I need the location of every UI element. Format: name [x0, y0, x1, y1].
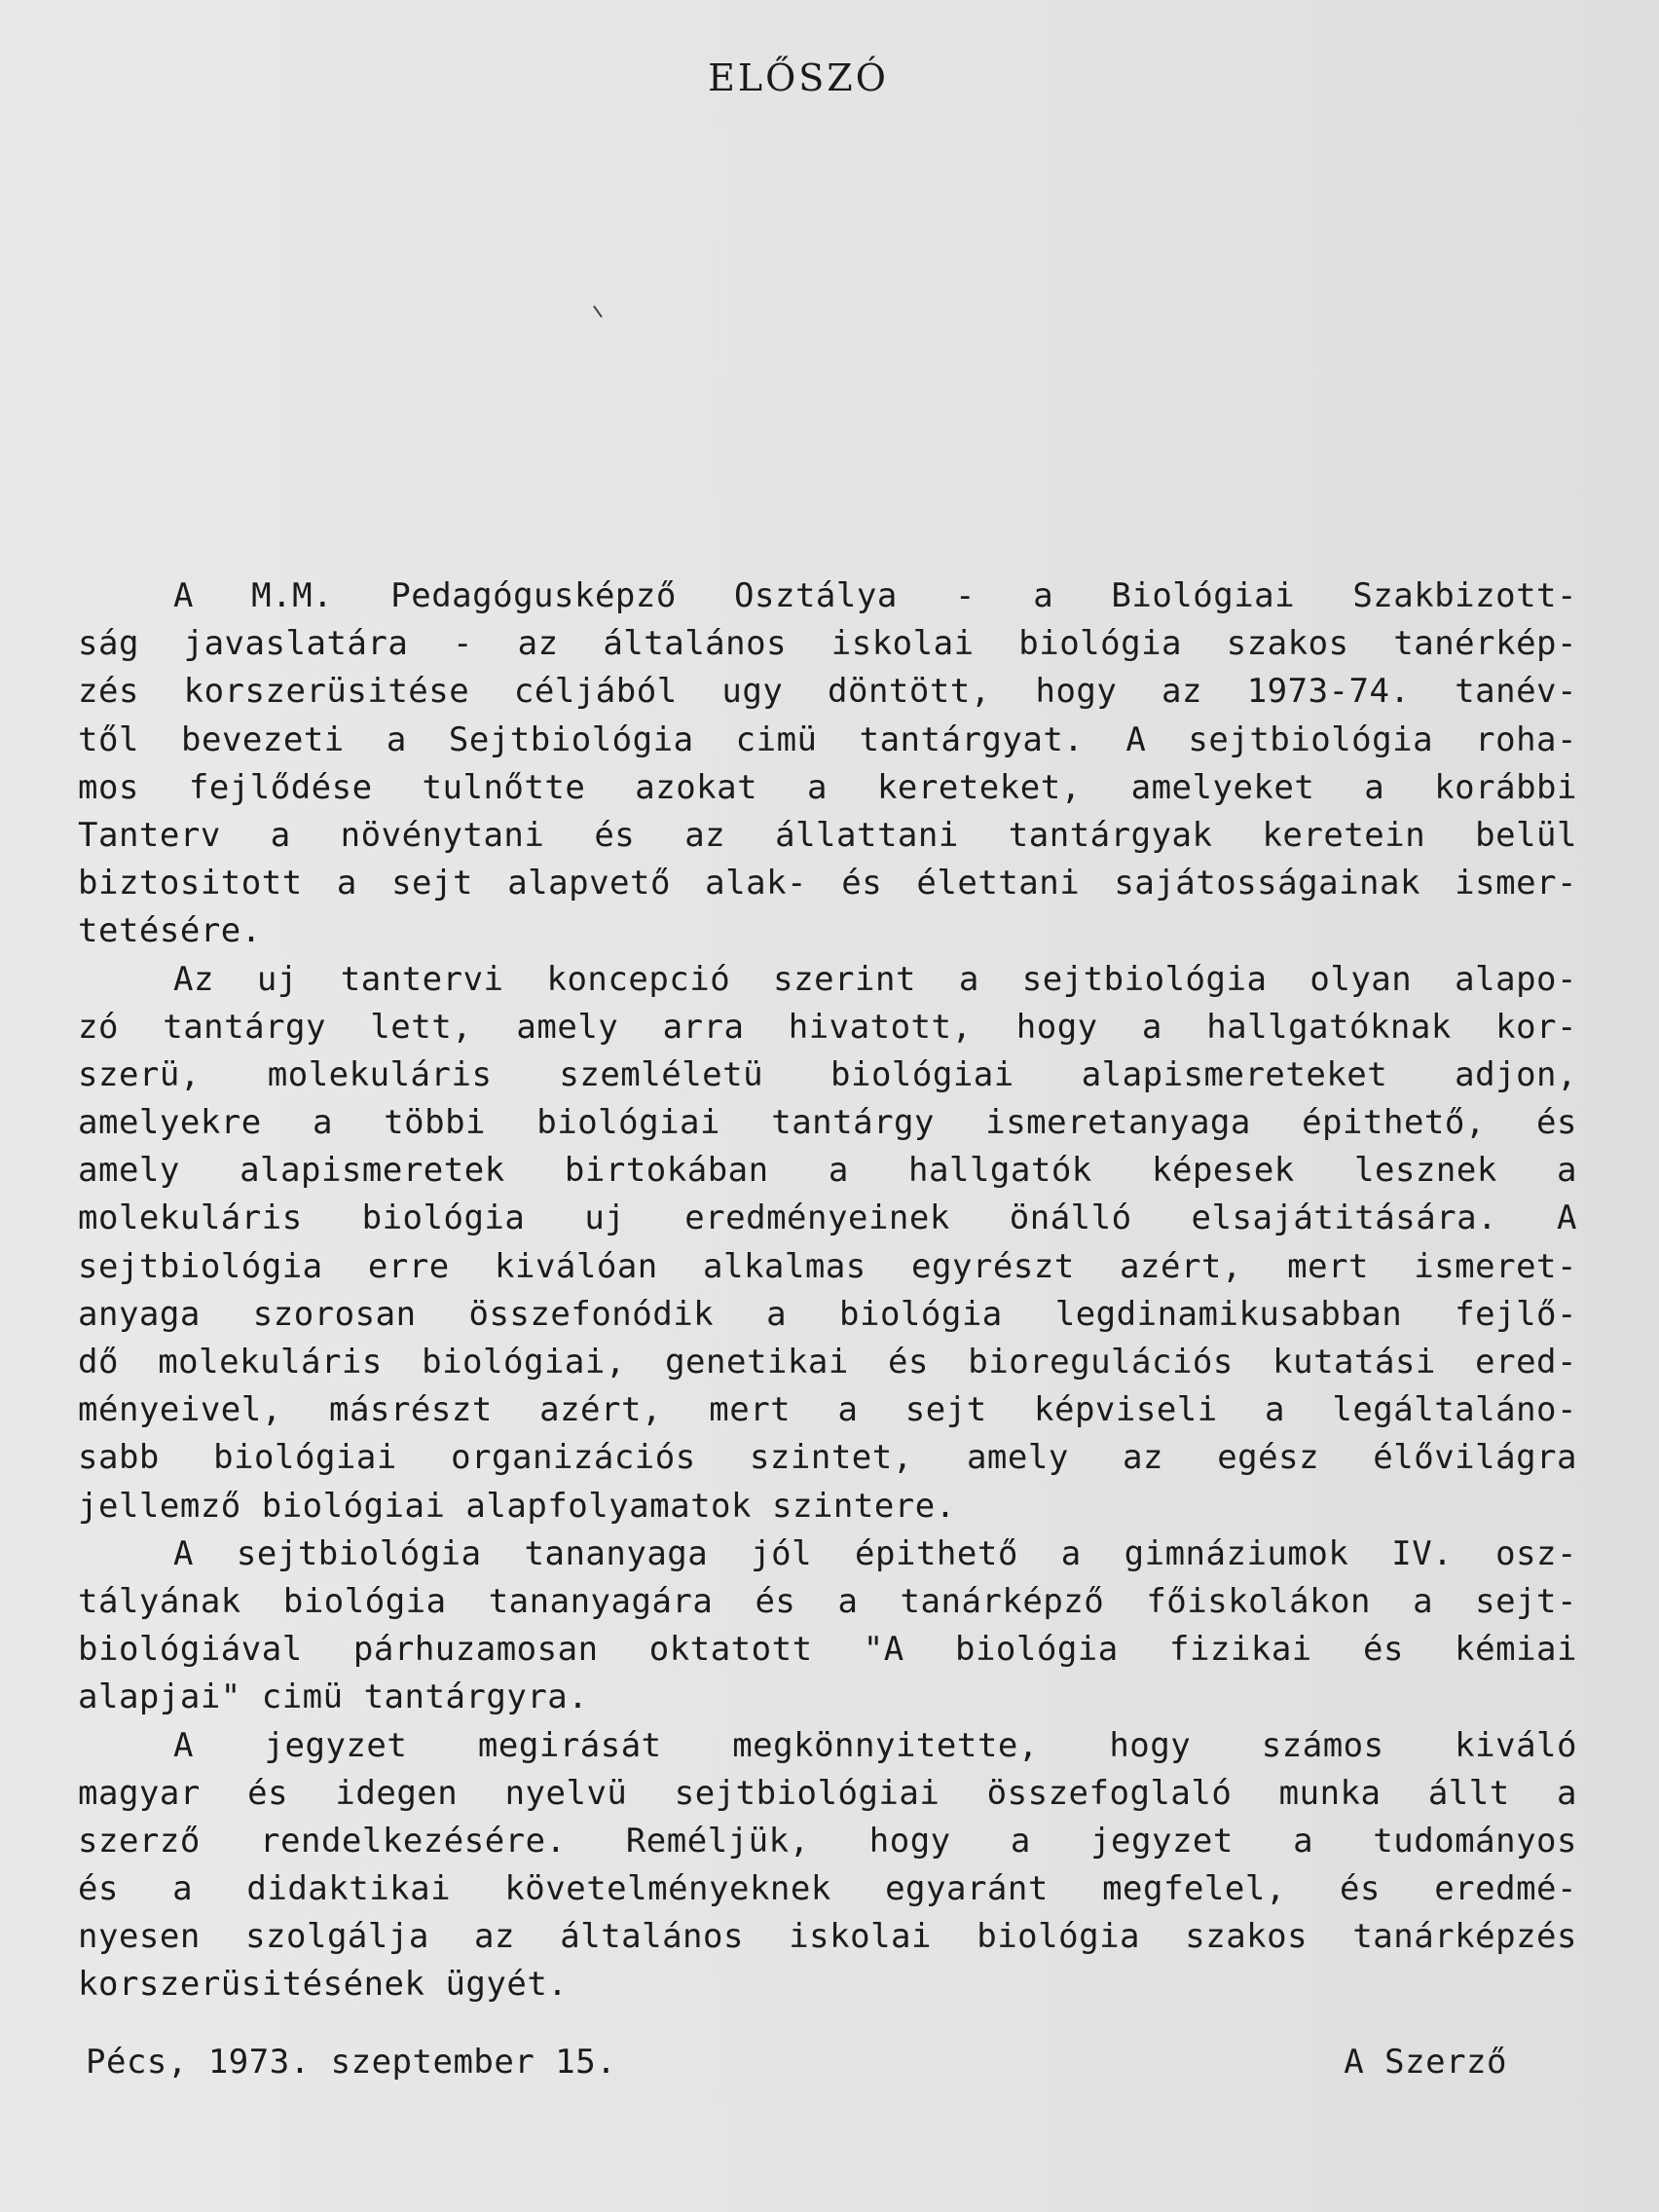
text-line: mos fejlődése tulnőtte azokat a kereteket, amelyeket a korábbi — [78, 767, 1577, 807]
text-line: tetésére. — [78, 911, 262, 951]
signature-line — [86, 2043, 1507, 2082]
text-line: ság javaslatára - az általános iskolai biológia szakos tanérkép- — [78, 624, 1577, 664]
text-line: Az uj tantervi koncepció szerint a sejtbiológia olyan alapo- — [173, 959, 1577, 999]
text-line: dő molekuláris biológiai, genetikai és bioregulációs kutatási ered- — [78, 1343, 1577, 1382]
text-line: A M.M. Pedagógusképző Osztálya - a Biológiai Szakbizott- — [173, 576, 1577, 615]
page-title: ELŐSZÓ — [708, 56, 889, 99]
text-line: jellemző biológiai alapfolyamatok szintere. — [78, 1486, 956, 1526]
text-line: amelyekre a többi biológiai tantárgy ismeretanyaga épithető, és — [78, 1103, 1577, 1143]
text-line: zó tantárgy lett, amely arra hivatott, hogy a hallgatóknak kor- — [78, 1007, 1577, 1047]
place-date: Pécs, 1973. szeptember 15. — [86, 2043, 617, 2082]
text-line: biológiával párhuzamosan oktatott "A biológia fizikai és kémiai — [78, 1630, 1577, 1670]
text-line: biztositott a sejt alapvető alak- és élettani sajátosságainak ismer- — [78, 864, 1577, 903]
stray-mark — [593, 306, 603, 318]
text-line: és a didaktikai követelményeknek egyaránt megfelel, és eredmé- — [78, 1869, 1577, 1909]
text-line: tályának biológia tananyagára és a tanárképző főiskolákon a sejt- — [78, 1581, 1577, 1621]
text-line: Tanterv a növénytani és az állattani tantárgyak keretein belül — [78, 815, 1577, 855]
text-line: szerü, molekuláris szemléletü biológiai alapismereteket adjon, — [78, 1054, 1577, 1094]
text-line: A sejtbiológia tananyaga jól épithető a gimnáziumok IV. osz- — [173, 1533, 1577, 1573]
text-line: amely alapismeretek birtokában a hallgatók képesek lesznek a — [78, 1151, 1577, 1191]
text-line: től bevezeti a Sejtbiológia cimü tantárgyat. A sejtbiológia roha- — [78, 719, 1577, 759]
text-line: sabb biológiai organizációs szintet, amely az egész élővilágra — [78, 1438, 1577, 1478]
text-line: sejtbiológia erre kiválóan alkalmas egyrészt azért, mert ismeret- — [78, 1246, 1577, 1286]
text-line: alapjai" cimü tantárgyra. — [78, 1677, 589, 1717]
author-signature: A Szerző — [1344, 2043, 1507, 2082]
text-line: anyaga szorosan összefonódik a biológia legdinamikusabban fejlő- — [78, 1294, 1577, 1334]
preface-body — [78, 572, 1577, 2009]
text-line: nyesen szolgálja az általános iskolai biológia szakos tanárképzés — [78, 1917, 1577, 1957]
text-line: szerző rendelkezésére. Reméljük, hogy a jegyzet a tudományos — [78, 1821, 1577, 1861]
text-line: zés korszerüsitése céljából ugy döntött, hogy az 1973-74. tanév- — [78, 672, 1577, 712]
text-line: molekuláris biológia uj eredményeinek önálló elsajátitására. A — [78, 1198, 1577, 1238]
text-line: magyar és idegen nyelvü sejtbiológiai összefoglaló munka állt a — [78, 1773, 1577, 1813]
text-line: ményeivel, másrészt azért, mert a sejt képviseli a legáltaláno- — [78, 1390, 1577, 1430]
text-line: A jegyzet megirását megkönnyitette, hogy számos kiváló — [173, 1725, 1577, 1765]
text-line: korszerüsitésének ügyét. — [78, 1965, 569, 2005]
